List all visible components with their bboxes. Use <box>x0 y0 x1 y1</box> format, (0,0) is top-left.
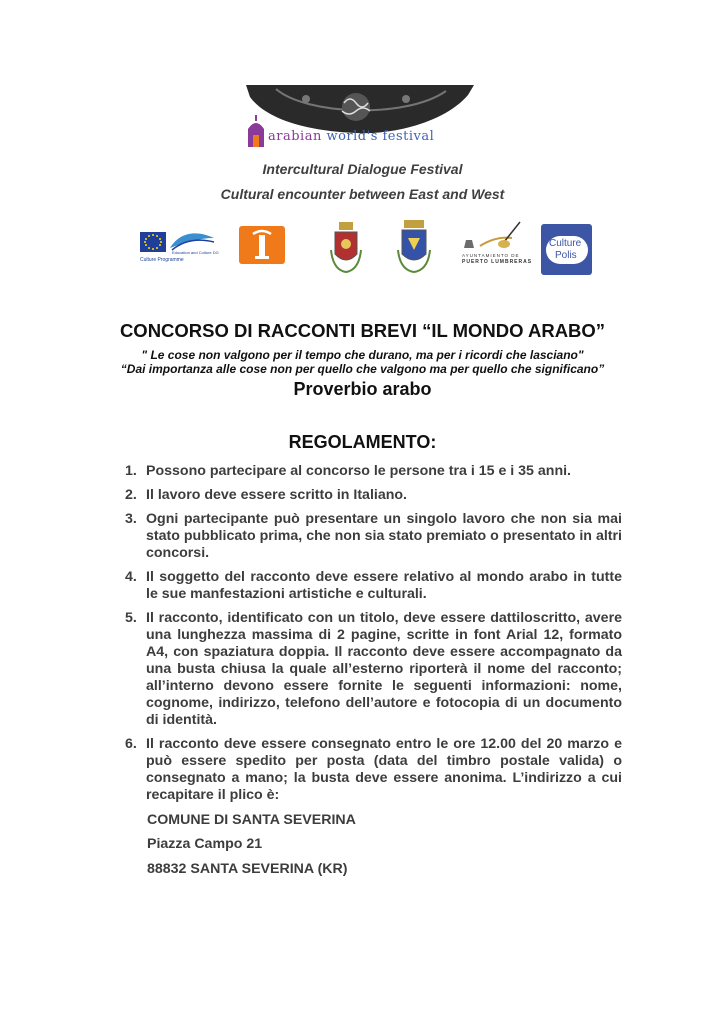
culture-polis-text-2: Polis <box>555 250 577 261</box>
puerto-caption-2: PUERTO LUMBRERAS <box>462 259 533 265</box>
rule-text: Il soggetto del racconto deve essere relativo al mondo arabo in tutte le sue manfestazioni artistiche e culturali. <box>146 569 622 602</box>
eu-culture-logo <box>140 228 219 274</box>
page-title: CONCORSO DI RACCONTI BREVI “IL MONDO ARABO” <box>119 320 606 341</box>
list-item <box>120 463 622 480</box>
festival-wordmark-part2: world's festival <box>326 129 435 144</box>
rule-number: 1. <box>125 463 137 479</box>
culture-polis-text-1: Culture <box>549 238 582 249</box>
list-item <box>120 610 622 729</box>
rule-number: 5. <box>125 610 137 626</box>
rule-number: 2. <box>125 487 137 503</box>
list-item <box>120 569 622 603</box>
coat-of-arms-2 <box>396 218 432 274</box>
festival-logo <box>246 85 486 147</box>
puerto-caption-1: AYUNTAMIENTO DE <box>462 253 520 258</box>
eu-caption-culture: Culture Programme <box>140 257 184 263</box>
list-item <box>120 736 622 804</box>
quote-line2: “Dai importanza alle cose non per quello che valgono ma per quello che significano” <box>120 362 605 376</box>
eu-caption-dg: Education and Culture DG <box>172 250 219 255</box>
rule-text: Il racconto deve essere consegnato entro le ore 12.00 del 20 marzo e può essere spedito per posta (data del timbro postale valida) o consegnato a mano; la busta deve essere anonima. L’indirizzo a cui recapitare il plico è: <box>146 736 622 803</box>
rule-text: Possono partecipare al concorso le persone tra i 15 e i 35 anni. <box>146 463 571 479</box>
coat-of-arms-1 <box>329 220 363 274</box>
list-item <box>120 487 622 504</box>
shield-icon <box>396 218 432 274</box>
guitar-tower-icon <box>460 218 530 254</box>
sponsor-logos <box>0 218 725 278</box>
mosque-icon <box>246 115 266 147</box>
rule-text: Il racconto, identificato con un titolo, deve essere dattiloscritto, avere una lunghezza massima di 2 pagine, scritte in font Arial 12, formato A4, con spaziatura doppia. Il racconto deve essere accompagnato da una busta chiusa la quale all’esterno riporterà il nome del racconto; all’interno devono essere fornite le seguenti informazioni: nome, cognome, indirizzo, telefono dell’autore e fotocopia di un documento di identità. <box>146 610 622 728</box>
rule-number: 4. <box>125 569 137 585</box>
address-line1: COMUNE DI SANTA SEVERINA <box>147 812 356 828</box>
calligraphy-artwork-icon <box>246 85 474 135</box>
festival-wordmark-part1: arabian <box>268 129 322 144</box>
column-icon <box>239 226 285 264</box>
subtitle-line1: Intercultural Dialogue Festival <box>262 161 463 177</box>
list-item <box>120 511 622 562</box>
culture-polis-logo <box>541 224 592 275</box>
quote-line1: " Le cose non valgono per il tempo che durano, ma per i ricordi che lasciano" <box>141 348 584 362</box>
rule-text: Ogni partecipante può presentare un singolo lavoro che non sia mai stato pubblicato prima, che non sia stato premiato o presentato in altri concorsi. <box>146 511 622 561</box>
section-heading: REGOLAMENTO: <box>288 432 437 452</box>
rule-number: 3. <box>125 511 137 527</box>
address-line3: 88832 SANTA SEVERINA (KR) <box>147 861 348 877</box>
address-line2: Piazza Campo 21 <box>147 836 263 852</box>
puerto-lumbreras-logo <box>460 218 533 268</box>
orange-column-logo <box>239 226 285 264</box>
rule-number: 6. <box>125 736 137 752</box>
shield-icon <box>329 220 363 274</box>
proverb-label: Proverbio arabo <box>293 379 432 399</box>
festival-wordmark <box>268 129 434 144</box>
rule-text: Il lavoro deve essere scritto in Italiano. <box>146 487 407 503</box>
subtitle-line2: Cultural encounter between East and West <box>220 186 505 202</box>
rules-list <box>120 463 622 811</box>
